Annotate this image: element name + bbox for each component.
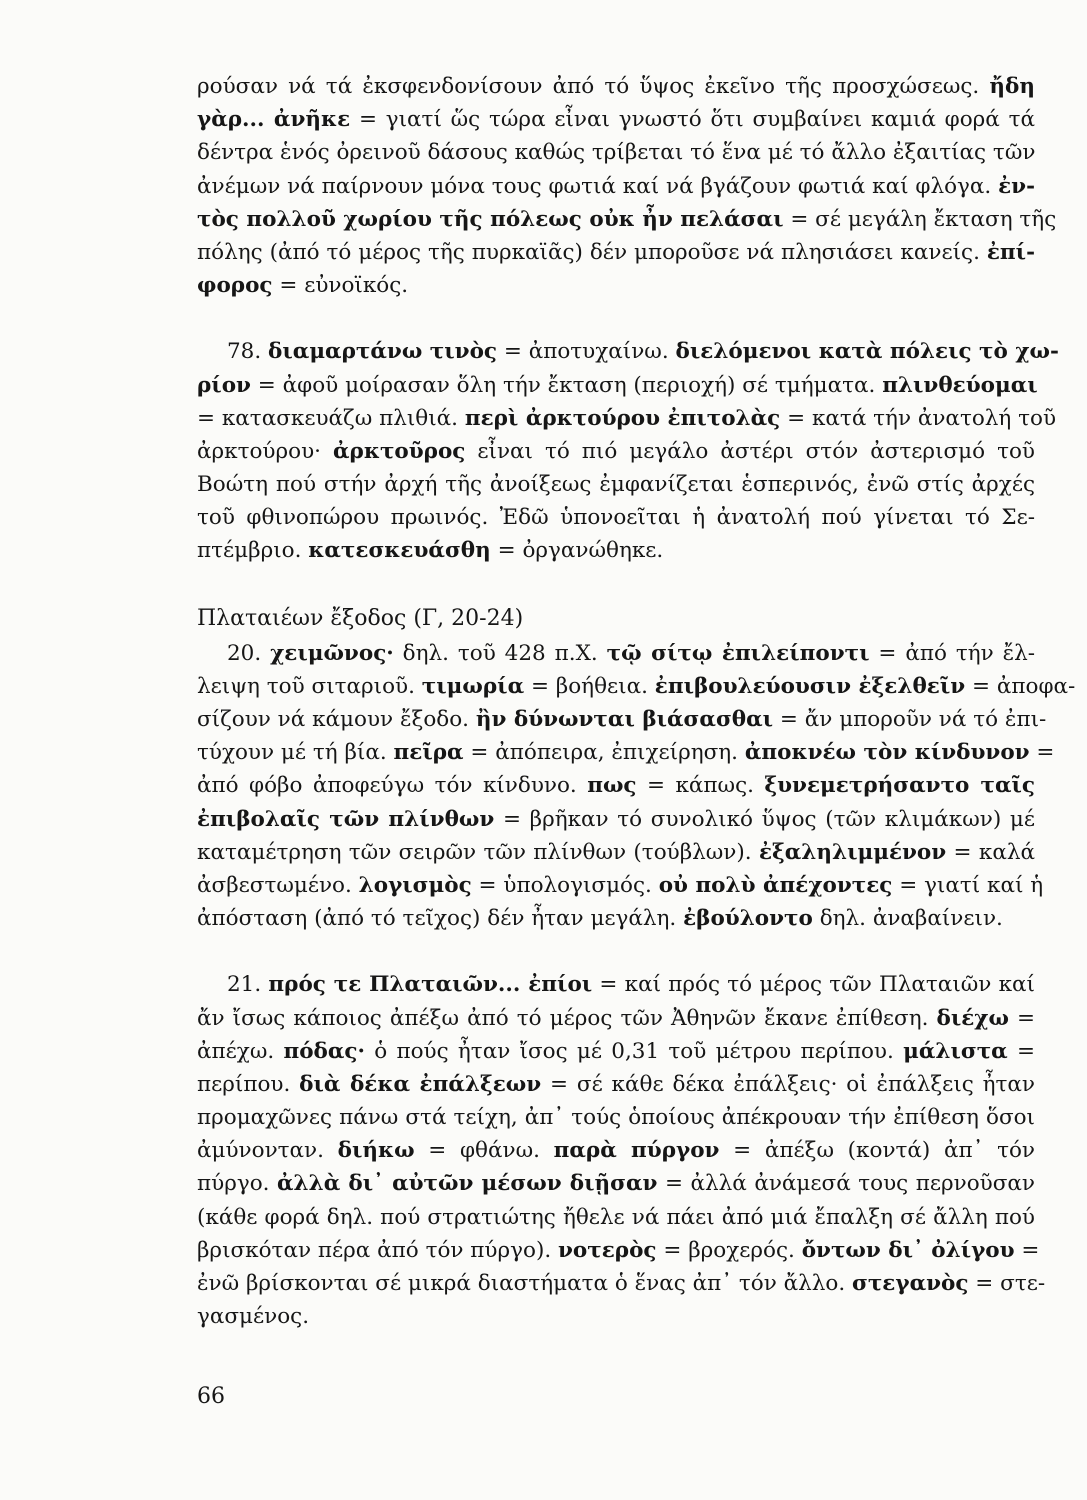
text-run: = ὑπολογισμός. xyxy=(471,872,659,898)
text-line xyxy=(197,968,1035,1001)
lemma-term: παρὰ πύργον xyxy=(553,1138,720,1164)
text-run: τύχουν μέ τή βία. xyxy=(197,740,394,766)
text-line xyxy=(197,1300,1035,1333)
text-line xyxy=(197,435,1035,468)
text-run: πόλης (ἀπό τό μέρος τῆς πυρκαϊᾶς) δέν μποροῦσε νά πλησιάσει κανείς. xyxy=(197,239,987,265)
text-run: περίπου. xyxy=(197,1071,300,1097)
text-run: = ἀλλά ἀνάμεσά τους περνοῦσαν xyxy=(657,1171,1035,1197)
lemma-term: ἀρκτοῦρος xyxy=(332,438,466,464)
paragraph-gap xyxy=(197,302,1035,335)
lemma-term: ὄντων δι᾽ ὀλίγου xyxy=(801,1237,1015,1263)
lemma-term: διαμαρτάνω τινὸς xyxy=(268,339,498,365)
text-line xyxy=(197,902,1035,935)
paragraph-gap xyxy=(197,568,1035,601)
text-run: πύργο. xyxy=(197,1171,277,1197)
paragraph-78 xyxy=(197,335,1059,567)
text-line xyxy=(197,670,1076,703)
text-line xyxy=(197,736,1055,769)
lemma-term: ἐβούλοντο xyxy=(683,906,813,932)
text-line xyxy=(197,402,1057,435)
lemma-term: διέχω xyxy=(936,1005,1009,1031)
text-run: = εὐνοϊκός. xyxy=(272,273,409,299)
text-line xyxy=(197,1002,1035,1035)
lemma-term: οὐ πολὺ ἀπέχοντες xyxy=(658,872,893,898)
text-line xyxy=(197,136,1035,169)
lemma-term: πεῖρα xyxy=(393,740,464,766)
text-run: = γιατί ὥς τώρα εἶναι γνωστό ὅτι συμβαίνει καμιά φορά τά xyxy=(350,107,1035,133)
text-run: καταμέτρηση τῶν σειρῶν τῶν πλίνθων (τούβλων). xyxy=(197,839,759,865)
text-line xyxy=(197,534,1035,567)
lemma-term: γὰρ... ἀνῆκε xyxy=(197,107,351,133)
text-line xyxy=(197,236,1035,269)
text-run: σίζουν νά κάμουν ἔξοδο. xyxy=(197,707,476,732)
text-run: ρούσαν νά τά ἐκσφενδονίσουν ἀπό τό ὕψος ἐκεῖνο τῆς προσχώσεως. xyxy=(197,74,990,99)
text-line xyxy=(197,170,1035,203)
text-column xyxy=(197,70,1076,1333)
text-run: = φθάνω. xyxy=(414,1138,554,1164)
text-line xyxy=(197,1167,1035,1200)
text-run: = στε- xyxy=(968,1271,1046,1296)
text-line xyxy=(197,501,1035,534)
text-line xyxy=(197,203,1057,236)
text-run: 78. xyxy=(227,339,269,365)
text-line xyxy=(197,1101,1035,1134)
text-run: πτέμβριο. xyxy=(197,538,309,564)
text-run: 20. xyxy=(227,640,271,666)
text-run: = xyxy=(1029,740,1055,766)
text-run: ἀσβεστωμένο. xyxy=(197,872,359,898)
text-line xyxy=(197,269,1035,302)
text-run: δηλ. τοῦ 428 π.Χ. xyxy=(393,640,607,666)
text-run: Βοώτη πού στήν ἀρχή τῆς ἀνοίξεως ἐμφανίζεται ἑσπερινός, ἐνῶ στίς ἀρχές xyxy=(197,472,1035,498)
lemma-term: κατεσκευάσθη xyxy=(308,538,491,564)
text-run: = κατά τήν ἀνατολή τοῦ xyxy=(780,405,1057,431)
text-line xyxy=(197,869,1044,902)
text-line xyxy=(197,1267,1046,1300)
text-run: ἐνῶ βρίσκονται σέ μικρά διαστήματα ὁ ἕνας ἀπ᾽ τόν ἄλλο. xyxy=(197,1271,852,1296)
lemma-term: πρός τε Πλαταιῶν... ἐπίοι xyxy=(268,972,593,998)
text-line xyxy=(197,468,1035,501)
text-run: ἀπόσταση (ἀπό τό τεῖχος) δέν ἦταν μεγάλη. xyxy=(197,906,684,932)
lemma-term: διὰ δέκα ἐπάλξεων xyxy=(299,1071,542,1097)
text-run: = ὀργανώθηκε. xyxy=(490,538,664,564)
text-line xyxy=(197,70,1035,103)
lemma-term: ρίον xyxy=(197,372,251,398)
lemma-term: πλινθεύομαι xyxy=(882,372,1038,398)
lemma-term: ἤδη xyxy=(989,74,1035,99)
text-run: = xyxy=(1014,1237,1040,1263)
text-run: = ἀφοῦ μοίρασαν ὅλη τήν ἔκταση (περιοχή) σέ τμήματα. xyxy=(250,372,883,398)
paragraph-21 xyxy=(197,968,1046,1333)
text-run: 21. xyxy=(227,972,269,998)
text-run: προμαχῶνες πάνω στά τείχη, ἀπ᾽ τούς ὁποίους ἀπέκρουαν τήν ἐπίθεση ὅσοι xyxy=(197,1105,1035,1131)
lemma-term: περὶ ἀρκτούρου ἐπιτολὰς xyxy=(464,405,781,431)
text-line xyxy=(197,1234,1040,1267)
text-line xyxy=(197,1201,1035,1234)
text-run: = σέ μεγάλη ἔκταση τῆς xyxy=(783,206,1057,232)
text-run: = γιατί καί ἡ xyxy=(892,872,1044,898)
text-line xyxy=(197,103,1035,136)
paragraph-gap xyxy=(197,935,1035,968)
text-line xyxy=(197,1134,1035,1167)
text-run: = ἀπόπειρα, ἐπιχείρηση. xyxy=(463,740,745,766)
text-run: = xyxy=(1007,1038,1035,1064)
lemma-term: τιμωρία xyxy=(421,673,525,699)
lemma-term: ἐπιβολαῖς τῶν πλίνθων xyxy=(197,806,495,832)
text-run: = ἄν μποροῦν νά τό ἐπι- xyxy=(773,707,1047,732)
lemma-term: ἀλλὰ δι᾽ αὐτῶν μέσων διῇσαν xyxy=(277,1171,658,1197)
lemma-term: διήκω xyxy=(337,1138,415,1164)
text-run: ἀπέχω. xyxy=(197,1038,284,1064)
lemma-term: φορος xyxy=(197,273,273,299)
lemma-term: στεγανὸς xyxy=(851,1271,969,1296)
paragraph-77-continued xyxy=(197,70,1057,302)
lemma-term: ἐπί- xyxy=(986,239,1035,265)
text-line xyxy=(197,1035,1035,1068)
text-run: = ἀποτυχαίνω. xyxy=(497,339,676,365)
text-run: = ἀποφα- xyxy=(965,673,1076,699)
text-line xyxy=(197,769,1035,802)
lemma-term: μάλιστα xyxy=(903,1038,1008,1064)
text-run: δηλ. ἀναβαίνειν. xyxy=(812,906,1003,932)
text-line xyxy=(197,703,1047,736)
section-heading: Πλαταιέων ἔξοδος (Γ, 20-24) xyxy=(197,605,524,631)
text-run: δέντρα ἑνός ὀρεινοῦ δάσους καθώς τρίβεται τό ἕνα μέ τό ἄλλο ἐξαιτίας τῶν xyxy=(197,140,1036,166)
text-run: λειψη τοῦ σιταριοῦ. xyxy=(197,673,422,699)
text-line xyxy=(197,1068,1035,1101)
text-run: ἀμύνονταν. xyxy=(197,1138,338,1164)
text-run: = βρῆκαν τό συνολικό ὕψος (τῶν κλιμάκων) μέ xyxy=(494,806,1035,832)
lemma-term: ἢν δύνωνται βιάσασθαι xyxy=(475,707,774,732)
lemma-term: πόδας· xyxy=(283,1038,365,1064)
text-run: εἶναι τό πιό μεγάλο ἀστέρι στόν ἀστερισμό τοῦ xyxy=(465,438,1035,464)
text-line xyxy=(197,637,1035,670)
text-line xyxy=(197,369,1038,402)
text-run: τοῦ φθινοπώρου πρωινός. Ἐδῶ ὑπονοεῖται ἡ ἀνατολή πού γίνεται τό Σε- xyxy=(197,505,1035,531)
text-run: = ἀπό τήν ἔλ- xyxy=(869,640,1036,666)
lemma-term: λογισμὸς xyxy=(358,872,472,898)
lemma-term: ξυνεμετρήσαντο ταῖς xyxy=(764,773,1035,799)
lemma-term: πως xyxy=(587,773,637,799)
text-run: = βοήθεια. xyxy=(524,673,655,699)
text-run: ἀπό φόβο ἀποφεύγω τόν κίνδυνο. xyxy=(197,773,588,799)
lemma-term: ἐπιβουλεύουσιν ἐξελθεῖν xyxy=(654,673,966,699)
text-run: = καλά xyxy=(946,839,1035,865)
text-run: = σέ κάθε δέκα ἐπάλξεις· οἱ ἐπάλξεις ἦταν xyxy=(541,1071,1036,1097)
paragraph-20 xyxy=(197,637,1076,936)
text-line xyxy=(197,836,1035,869)
text-run: ἀρκτούρου· xyxy=(197,438,333,464)
text-run: ὁ πούς ἦταν ἴσος μέ 0,31 τοῦ μέτρου περίπου. xyxy=(365,1038,904,1064)
text-run: = βροχερός. xyxy=(656,1237,802,1263)
text-run: (κάθε φορά δηλ. πού στρατιώτης ἤθελε νά πάει ἀπό μιά ἔπαλξη σέ ἄλλη πού xyxy=(197,1204,1035,1230)
lemma-term: νοτερὸς xyxy=(558,1237,657,1263)
text-run: βρισκόταν πέρα ἀπό τόν πύργο). xyxy=(197,1237,558,1263)
text-line xyxy=(197,803,1035,836)
text-run: ἀνέμων νά παίρνουν μόνα τους φωτιά καί νά βγάζουν φωτιά καί φλόγα. xyxy=(197,173,999,199)
text-run: γασμένος. xyxy=(197,1304,310,1330)
lemma-term: ἐν- xyxy=(998,173,1035,199)
lemma-term: τὸς πολλοῦ χωρίου τῆς πόλεως οὐκ ἦν πελάσαι xyxy=(197,206,784,232)
lemma-term: χειμῶνος· xyxy=(270,640,394,666)
page-number: 66 xyxy=(197,1384,225,1409)
lemma-term: διελόμενοι κατὰ πόλεις τὸ χω- xyxy=(675,339,1059,365)
text-run: = κατασκευάζω πλιθιά. xyxy=(197,405,465,431)
text-run: = καί πρός τό μέρος τῶν Πλαταιῶν καί xyxy=(592,972,1035,998)
lemma-term: τῷ σίτῳ ἐπιλείποντι xyxy=(606,640,870,666)
text-run: = xyxy=(1008,1005,1035,1031)
text-run: = κάπως. xyxy=(636,773,765,799)
lemma-term: ἀποκνέω τὸν κίνδυνον xyxy=(744,740,1030,766)
text-run: ἄν ἴσως κάποιος ἀπέξω ἀπό τό μέρος τῶν Ἀθηνῶν ἔκανε ἐπίθεση. xyxy=(197,1005,937,1031)
lemma-term: ἐξαληλιμμένον xyxy=(758,839,947,865)
text-run: = ἀπέξω (κοντά) ἀπ᾽ τόν xyxy=(719,1138,1035,1164)
text-line xyxy=(197,335,1059,368)
